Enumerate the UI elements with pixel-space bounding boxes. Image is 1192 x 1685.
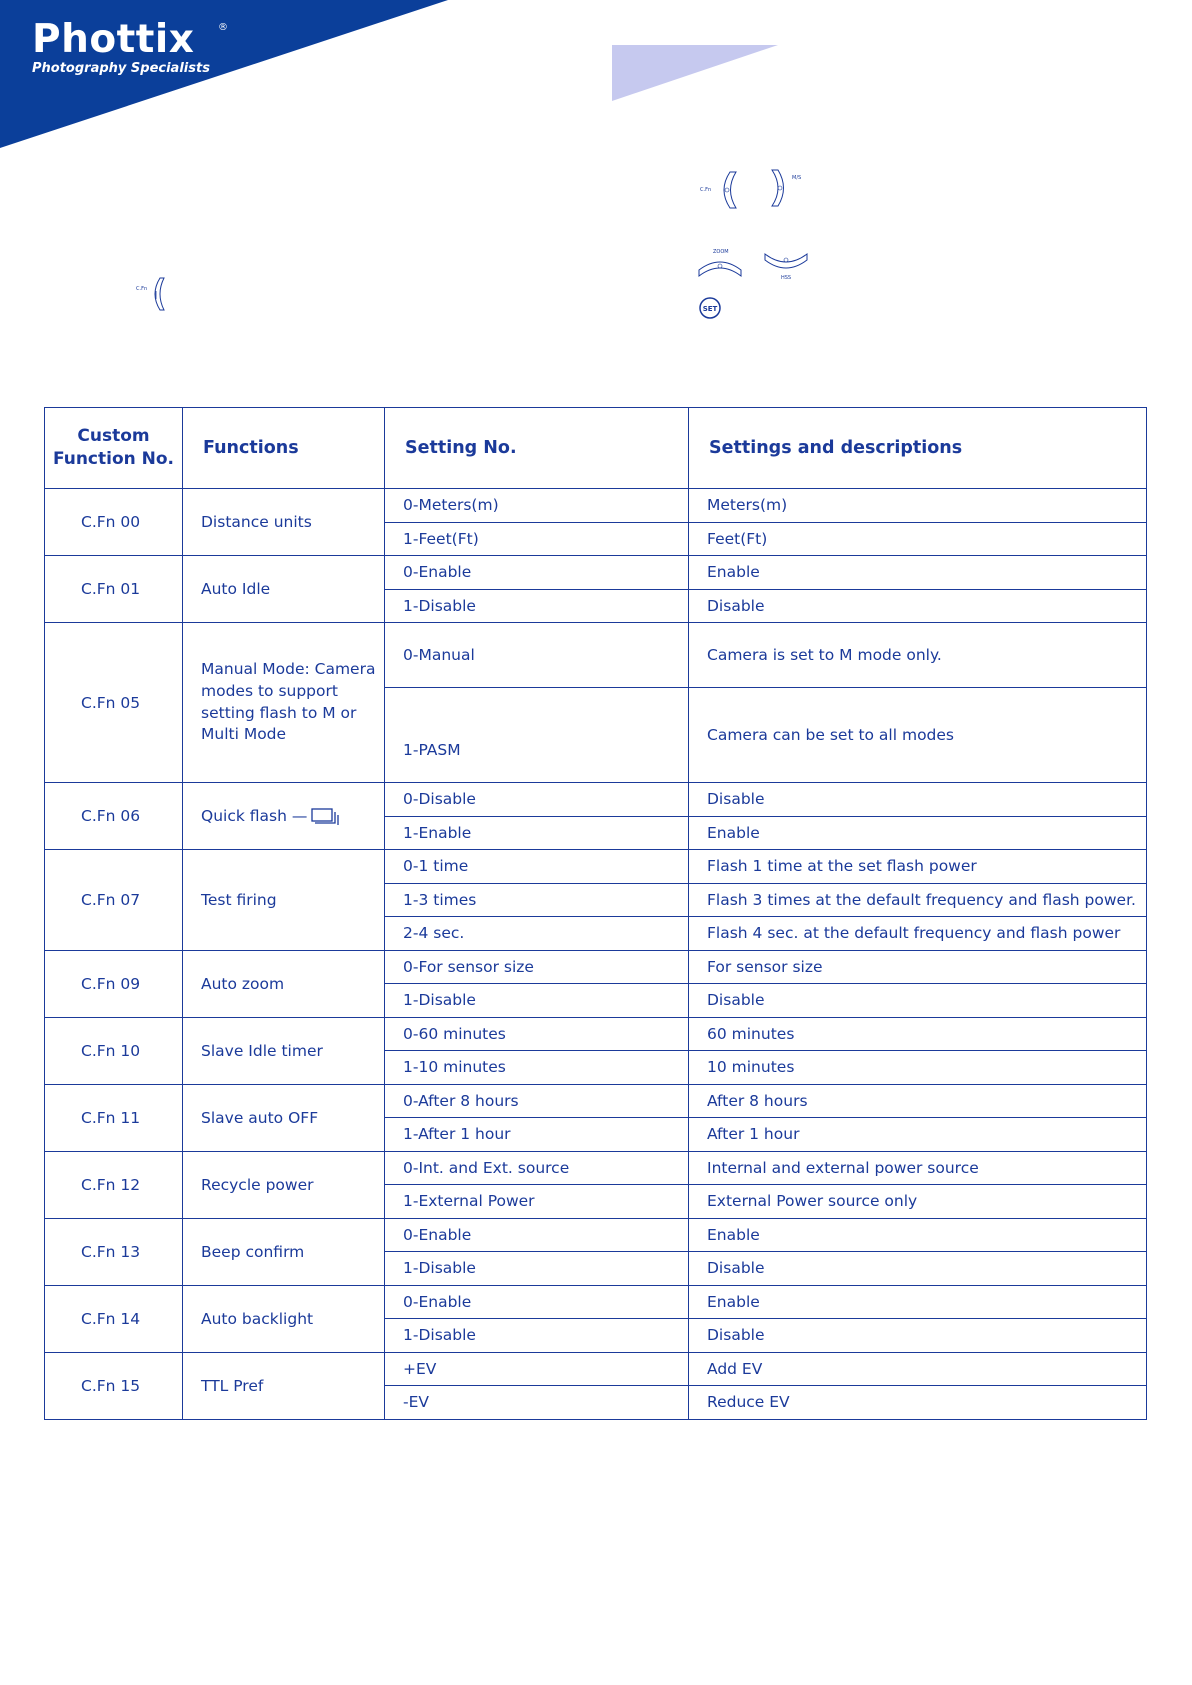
cfn-number: C.Fn 00 <box>45 489 183 556</box>
function-name: Distance units <box>183 489 385 556</box>
cfn-number: C.Fn 14 <box>45 1285 183 1352</box>
setting-no: 0-Int. and Ext. source <box>385 1151 689 1185</box>
custom-function-table <box>44 407 1147 1420</box>
svg-text:ZOOM: ZOOM <box>713 249 729 255</box>
setting-description: Disable <box>689 1319 1147 1353</box>
setting-no: 0-Enable <box>385 1285 689 1319</box>
function-name: Auto Idle <box>183 556 385 623</box>
brand-name: Phottix <box>32 17 195 62</box>
cfn-number: C.Fn 07 <box>45 850 183 951</box>
table-header-row <box>45 408 1147 489</box>
cfn-number: C.Fn 13 <box>45 1218 183 1285</box>
table-row <box>45 950 1147 984</box>
function-name-quick-flash <box>183 783 385 850</box>
function-name: Slave auto OFF <box>183 1084 385 1151</box>
setting-description: Disable <box>689 1252 1147 1286</box>
setting-description: Enable <box>689 816 1147 850</box>
table-row <box>45 1218 1147 1252</box>
ms-right-arrow-button-icon <box>768 168 818 208</box>
table-row <box>45 489 1147 523</box>
section-banner-shape <box>612 45 782 103</box>
setting-no: 0-Manual <box>385 623 689 688</box>
setting-description: Flash 1 time at the set flash power <box>689 850 1147 884</box>
setting-no: 0-Meters(m) <box>385 489 689 523</box>
setting-no: 1-Enable <box>385 816 689 850</box>
function-name: Slave Idle timer <box>183 1017 385 1084</box>
brand-logo <box>32 17 228 76</box>
table-row <box>45 556 1147 590</box>
setting-description: Disable <box>689 783 1147 817</box>
setting-no: 1-Disable <box>385 1252 689 1286</box>
setting-no: 0-Disable <box>385 783 689 817</box>
function-name: Auto backlight <box>183 1285 385 1352</box>
table-row <box>45 850 1147 884</box>
header-functions: Functions <box>183 408 385 489</box>
setting-description: After 1 hour <box>689 1118 1147 1152</box>
setting-no: 1-PASM <box>385 688 689 783</box>
hss-down-button-icon <box>762 246 812 282</box>
setting-no: 1-Feet(Ft) <box>385 522 689 556</box>
setting-description: 60 minutes <box>689 1017 1147 1051</box>
setting-no: 0-After 8 hours <box>385 1084 689 1118</box>
setting-description: After 8 hours <box>689 1084 1147 1118</box>
setting-no: 0-Enable <box>385 1218 689 1252</box>
setting-description: External Power source only <box>689 1185 1147 1219</box>
registered-mark: ® <box>218 22 228 33</box>
setting-no: -EV <box>385 1386 689 1420</box>
svg-text:M/S: M/S <box>792 175 802 181</box>
setting-no: 0-1 time <box>385 850 689 884</box>
setting-no: 1-After 1 hour <box>385 1118 689 1152</box>
setting-no: 1-3 times <box>385 883 689 917</box>
cfn-number: C.Fn 09 <box>45 950 183 1017</box>
cfn-number: C.Fn 01 <box>45 556 183 623</box>
setting-description: 10 minutes <box>689 1051 1147 1085</box>
cfn-number: C.Fn 06 <box>45 783 183 850</box>
svg-text:C.Fn: C.Fn <box>136 286 148 292</box>
function-name: TTL Pref <box>183 1352 385 1419</box>
setting-description: Enable <box>689 1285 1147 1319</box>
setting-no: 1-Disable <box>385 589 689 623</box>
setting-description: Add EV <box>689 1352 1147 1386</box>
table-row <box>45 783 1147 817</box>
function-name: Test firing <box>183 850 385 951</box>
setting-description: Enable <box>689 556 1147 590</box>
setting-description: Flash 4 sec. at the default frequency and flash power <box>689 917 1147 951</box>
setting-description: Internal and external power source <box>689 1151 1147 1185</box>
setting-no: 1-10 minutes <box>385 1051 689 1085</box>
setting-no: 0-Enable <box>385 556 689 590</box>
svg-text:SET: SET <box>702 305 718 313</box>
setting-description: Reduce EV <box>689 1386 1147 1420</box>
header-setting-no: Setting No. <box>385 408 689 489</box>
brand-tagline: Photography Specialists <box>32 61 210 76</box>
cfn-number: C.Fn 12 <box>45 1151 183 1218</box>
setting-description: Feet(Ft) <box>689 522 1147 556</box>
function-name: Manual Mode: Camera modes to support setting flash to M or Multi Mode <box>183 623 385 783</box>
set-button-icon <box>698 296 722 320</box>
setting-description: Flash 3 times at the default frequency and flash power. <box>689 883 1147 917</box>
setting-description: Camera is set to M mode only. <box>689 623 1147 688</box>
continuous-shooting-icon <box>311 807 339 825</box>
setting-no: 0-60 minutes <box>385 1017 689 1051</box>
setting-description: Disable <box>689 984 1147 1018</box>
table-row <box>45 1285 1147 1319</box>
svg-text:HSS: HSS <box>781 275 792 281</box>
setting-description: Enable <box>689 1218 1147 1252</box>
function-name: Recycle power <box>183 1151 385 1218</box>
function-name: Quick flash — <box>201 806 308 825</box>
setting-no: 1-External Power <box>385 1185 689 1219</box>
table-row <box>45 1352 1147 1386</box>
header-settings-descriptions: Settings and descriptions <box>689 408 1147 489</box>
svg-text:C.Fn: C.Fn <box>700 187 712 193</box>
zoom-up-button-icon <box>696 246 746 282</box>
setting-no: 2-4 sec. <box>385 917 689 951</box>
function-name: Auto zoom <box>183 950 385 1017</box>
header-custom-function-no: Custom Function No. <box>45 408 183 489</box>
cfn-button-icon <box>136 277 176 313</box>
cfn-number: C.Fn 10 <box>45 1017 183 1084</box>
setting-no: 1-Disable <box>385 1319 689 1353</box>
setting-no: 1-Disable <box>385 984 689 1018</box>
table-row <box>45 1151 1147 1185</box>
setting-description: Disable <box>689 589 1147 623</box>
cfn-number: C.Fn 05 <box>45 623 183 783</box>
setting-description: Camera can be set to all modes <box>689 688 1147 783</box>
setting-no: +EV <box>385 1352 689 1386</box>
function-name: Beep confirm <box>183 1218 385 1285</box>
cfn-number: C.Fn 15 <box>45 1352 183 1419</box>
setting-description: For sensor size <box>689 950 1147 984</box>
cfn-number: C.Fn 11 <box>45 1084 183 1151</box>
table-row <box>45 1084 1147 1118</box>
table-row <box>45 623 1147 688</box>
cfn-left-arrow-button-icon <box>700 170 748 210</box>
setting-no: 0-For sensor size <box>385 950 689 984</box>
table-row <box>45 1017 1147 1051</box>
setting-description: Meters(m) <box>689 489 1147 523</box>
